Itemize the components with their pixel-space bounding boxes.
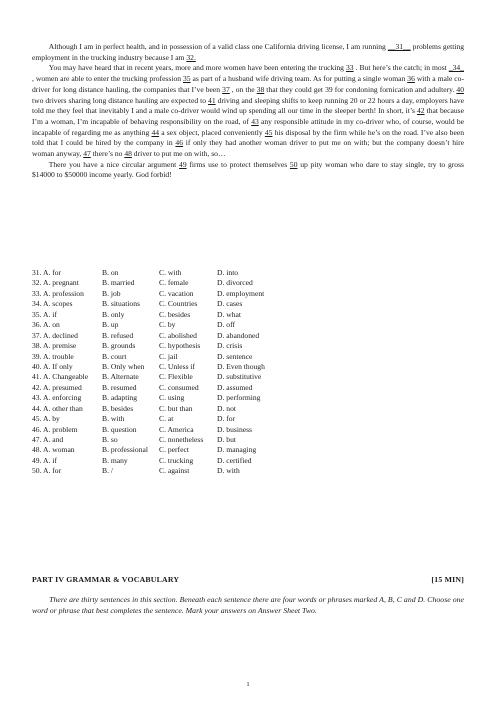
question-option-a: 40. A. If only bbox=[32, 361, 73, 371]
option-row bbox=[32, 466, 464, 476]
option-choice: B. question bbox=[102, 424, 137, 434]
option-choice: D. crisis bbox=[217, 341, 243, 351]
passage-paragraph-1 bbox=[32, 42, 464, 63]
page-number: 1 bbox=[246, 681, 250, 688]
passage-text: any responsible attitude in my co-driver who, of course, would be incapable of regarding me as anything bbox=[32, 116, 464, 137]
option-choice: D. but bbox=[217, 435, 236, 444]
option-choice: C. vacation bbox=[159, 288, 194, 298]
option-choice: C. with bbox=[159, 268, 182, 277]
blank-number: 40 bbox=[456, 84, 464, 94]
option-choice: D. sentence bbox=[217, 351, 253, 361]
passage-text: that because I’m a woman, I’m incapable of behaving responsibility on the road, of bbox=[32, 106, 464, 126]
option-choice: B. married bbox=[102, 278, 135, 288]
question-option-a: 44. A. other than bbox=[32, 403, 83, 413]
option-choice: B. job bbox=[102, 288, 121, 298]
section-title: PART IV GRAMMAR & VOCABULARY bbox=[32, 575, 180, 584]
blank-number: 50 bbox=[289, 159, 298, 169]
question-option-a: 46. A. problem bbox=[32, 424, 78, 434]
option-choice: B. refused bbox=[102, 330, 134, 340]
blank-number: 46 bbox=[175, 138, 184, 148]
option-choice: D. substitutive bbox=[217, 372, 262, 382]
passage-text: two drivers sharing long distance hauling are expected to bbox=[32, 95, 209, 105]
option-choice: B. grounds bbox=[102, 341, 136, 351]
question-option-a: 37. A. declined bbox=[32, 330, 78, 340]
option-choice: D. managing bbox=[217, 445, 257, 455]
section-instructions: There are thirty sentences in this section. Beneath each sentence there are four words or phrases marked A, B, C and D. Choose one word or phrase that best completes the sentence. Mark your answers on Answer Sheet Two. bbox=[32, 595, 464, 615]
option-choice: D. abandoned bbox=[217, 330, 260, 340]
option-choice: D. with bbox=[217, 466, 240, 476]
option-choice: D. into bbox=[217, 268, 239, 277]
option-choice: C. Unless if bbox=[159, 361, 196, 371]
passage-text: that they could get 39 for condoning fornication and adultery. bbox=[264, 84, 457, 94]
passage-text: firms use to protect themselves bbox=[186, 159, 290, 169]
passage-text: . But here’s the catch; in most bbox=[353, 63, 449, 73]
option-choice: C. America bbox=[159, 424, 194, 434]
blank-number: _34_ bbox=[448, 63, 464, 73]
option-row bbox=[32, 299, 464, 309]
blank-number: 48 bbox=[124, 149, 132, 159]
option-choice: D. performing bbox=[217, 393, 261, 403]
section-heading bbox=[32, 575, 464, 586]
option-row bbox=[32, 331, 464, 341]
blank-number: 42 bbox=[416, 106, 425, 116]
answer-options-list bbox=[32, 268, 464, 477]
option-choice: C. besides bbox=[159, 309, 191, 319]
option-choice: D. divorced bbox=[217, 278, 253, 288]
question-option-a: 49. A. if bbox=[32, 455, 57, 465]
option-choice: D. for bbox=[217, 414, 236, 424]
question-option-a: 43. A. enforcing bbox=[32, 393, 82, 403]
option-choice: D. not bbox=[217, 403, 236, 413]
option-choice: D. business bbox=[217, 424, 253, 434]
option-row bbox=[32, 310, 464, 320]
option-choice: B. / bbox=[102, 466, 113, 476]
option-row bbox=[32, 352, 464, 362]
passage-text: You may have heard that in recent years, more and more women have been entering the trucking bbox=[48, 63, 346, 73]
option-row bbox=[32, 414, 464, 424]
option-choice: C. perfect bbox=[159, 445, 189, 455]
option-choice: D. off bbox=[217, 320, 235, 330]
question-option-a: 38. A. premise bbox=[32, 341, 77, 351]
option-choice: D. Even though bbox=[217, 361, 265, 371]
passage-text: up pity woman who dare to stay single, try to gross $14000 to $50000 income yearly. God forbid! bbox=[32, 159, 464, 180]
question-option-a: 36. A. on bbox=[32, 320, 60, 330]
cloze-passage bbox=[32, 42, 464, 181]
passage-text: There you have a nice circular argument bbox=[48, 159, 180, 169]
blank-number: 35 bbox=[183, 74, 191, 84]
option-row bbox=[32, 383, 464, 393]
question-option-a: 31. A. for bbox=[32, 268, 62, 277]
blank-number: 44 bbox=[151, 127, 160, 137]
passage-text: as part of a husband wife driving team. As for putting a single woman bbox=[190, 74, 408, 84]
option-choice: C. using bbox=[159, 393, 185, 403]
option-choice: B. situations bbox=[102, 299, 140, 309]
blank-number: 47 bbox=[83, 149, 91, 159]
option-choice: B. with bbox=[102, 414, 125, 424]
option-row bbox=[32, 341, 464, 351]
question-option-a: 34. A. scopes bbox=[32, 299, 73, 309]
option-choice: D. what bbox=[217, 309, 242, 319]
option-row bbox=[32, 393, 464, 403]
blank-number: 36 bbox=[407, 74, 415, 84]
blank-number: 33 bbox=[346, 63, 354, 73]
option-choice: B. Alternate bbox=[102, 372, 139, 382]
passage-text: there’s no bbox=[90, 149, 125, 159]
option-choice: C. but than bbox=[159, 403, 193, 413]
option-choice: D. certified bbox=[217, 455, 252, 465]
option-row bbox=[32, 425, 464, 435]
blank-number: 43 bbox=[251, 116, 259, 126]
option-row bbox=[32, 278, 464, 288]
option-choice: D. employment bbox=[217, 288, 265, 298]
section-time: [15 MIN] bbox=[431, 575, 464, 584]
blank-number: 37 bbox=[222, 84, 230, 94]
question-option-a: 41. A. Changeable bbox=[32, 372, 89, 382]
option-choice: B. besides bbox=[102, 403, 134, 413]
option-choice: B. adapting bbox=[102, 393, 138, 403]
question-option-a: 45. A. by bbox=[32, 414, 60, 424]
option-choice: C. female bbox=[159, 278, 189, 288]
passage-text: , on the bbox=[229, 84, 257, 94]
option-row bbox=[32, 289, 464, 299]
question-option-a: 42. A. presumed bbox=[32, 382, 82, 392]
blank-number: 41 bbox=[208, 95, 216, 105]
option-row bbox=[32, 372, 464, 382]
option-choice: B. so bbox=[102, 435, 118, 444]
blank-number: 45 bbox=[264, 127, 273, 137]
option-choice: D. assumed bbox=[217, 382, 253, 392]
option-choice: B. Only when bbox=[102, 361, 145, 371]
option-choice: C. Flexible bbox=[159, 372, 193, 382]
passage-text: driver to put me on with, so… bbox=[131, 149, 226, 159]
passage-text: if only they had another woman driver to put me on with; but the company doesn’t hire woman anyway, bbox=[32, 138, 465, 159]
passage-text: Although I am in perfect health, and in possession of a valid class one California driving license, I am running bbox=[48, 42, 388, 51]
option-choice: C. Countries bbox=[159, 299, 198, 309]
option-choice: B. on bbox=[102, 268, 119, 277]
question-option-a: 47. A. and bbox=[32, 435, 64, 444]
blank-number: 32. bbox=[186, 52, 196, 62]
option-choice: B. court bbox=[102, 351, 127, 361]
blank-number: 38 bbox=[256, 84, 265, 94]
option-choice: C. against bbox=[159, 466, 190, 476]
option-choice: B. resumed bbox=[102, 382, 137, 392]
option-choice: C. abolished bbox=[159, 330, 197, 340]
passage-paragraph-3 bbox=[32, 160, 464, 181]
option-row bbox=[32, 268, 464, 278]
passage-text: problems getting employment in the trucking industry because I am bbox=[32, 42, 465, 62]
option-choice: B. professional bbox=[102, 445, 148, 455]
question-option-a: 32. A. pregnant bbox=[32, 278, 79, 288]
passage-text: his disposal by the firm while he’s on the road. I’ve also been told that I could be hired by the company in bbox=[32, 127, 464, 148]
question-option-a: 33. A. profession bbox=[32, 288, 84, 298]
blank-number: __31__ bbox=[387, 42, 411, 51]
passage-paragraph-2 bbox=[32, 63, 464, 159]
option-choice: C. jail bbox=[159, 351, 178, 361]
option-choice: B. many bbox=[102, 455, 128, 465]
option-choice: C. at bbox=[159, 414, 174, 424]
passage-text: with a male co-driver for long distance hauling, the companies that I’ve been bbox=[32, 74, 464, 94]
passage-text: a sex object, placed conveniently bbox=[159, 127, 265, 137]
option-row bbox=[32, 456, 464, 466]
passage-text: , women are able to enter the trucking profession bbox=[32, 74, 183, 84]
blank-number: 49 bbox=[179, 159, 187, 169]
option-row bbox=[32, 320, 464, 330]
option-choice: B. only bbox=[102, 309, 125, 319]
option-choice: C. hypothesis bbox=[159, 341, 201, 351]
question-option-a: 50. A. for bbox=[32, 466, 62, 476]
option-choice: D. cases bbox=[217, 299, 243, 309]
option-row bbox=[32, 435, 464, 445]
passage-text: driving and sleeping shifts to keep running 20 or 22 hours a day, employers have told me they feel that inevitably I and a male co-driver would wind up spending all our time in the sleeper berth! In short, it’s bbox=[32, 95, 464, 116]
question-option-a: 48. A. woman bbox=[32, 445, 75, 455]
option-choice: B. up bbox=[102, 320, 119, 330]
option-choice: C. by bbox=[159, 320, 176, 330]
option-choice: C. consumed bbox=[159, 382, 199, 392]
option-row bbox=[32, 445, 464, 455]
option-row bbox=[32, 362, 464, 372]
option-row bbox=[32, 404, 464, 414]
option-choice: C. nonetheless bbox=[159, 435, 204, 444]
option-choice: C. trucking bbox=[159, 455, 194, 465]
question-option-a: 39. A. trouble bbox=[32, 351, 74, 361]
question-option-a: 35. A. if bbox=[32, 309, 57, 319]
